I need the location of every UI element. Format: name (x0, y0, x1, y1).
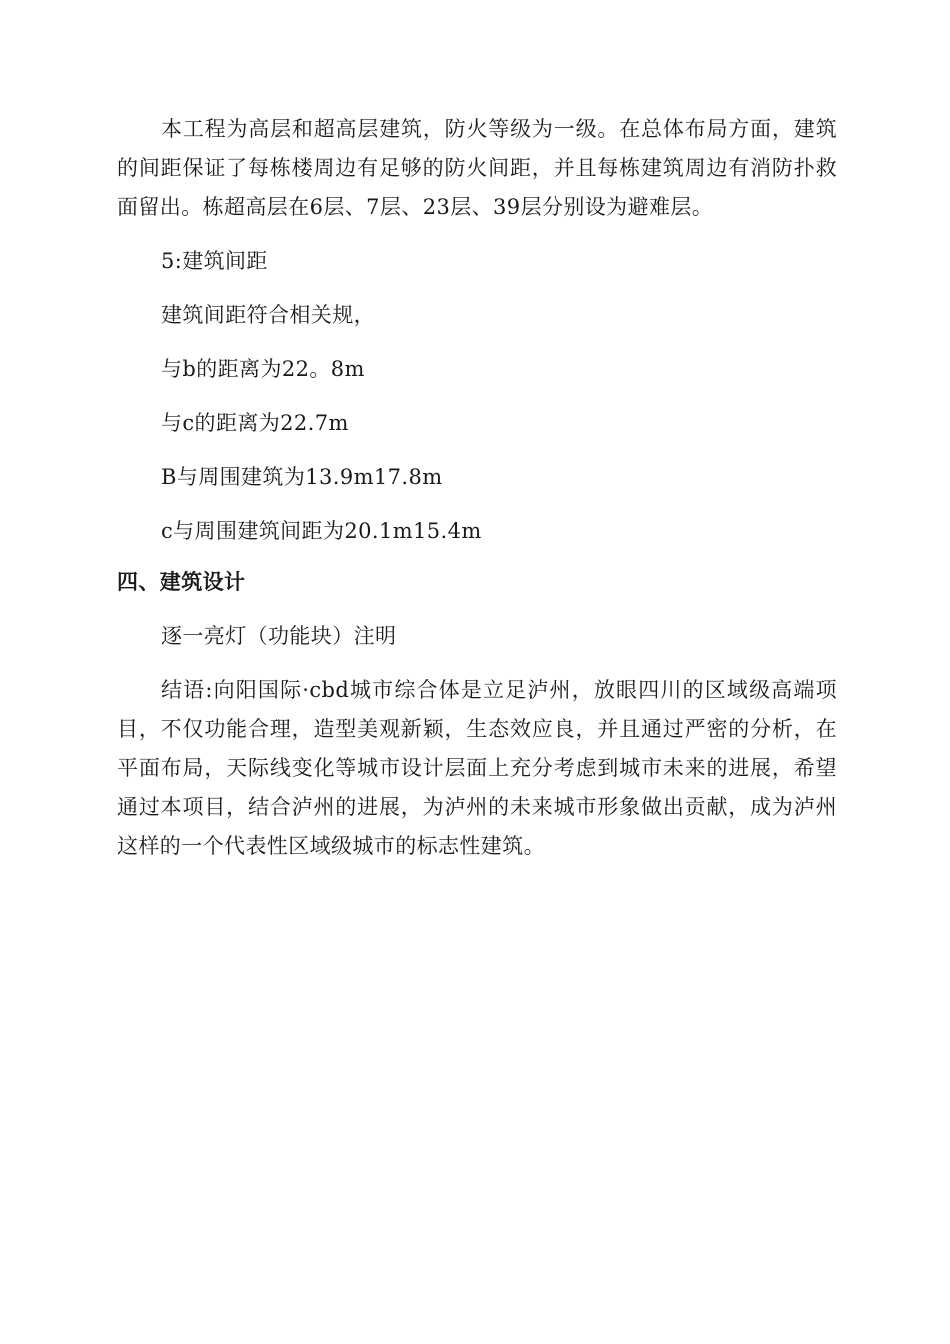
spacing-line-B-surroundings: B与周围建筑为13.9m17.8m (161, 465, 443, 489)
lighting-note: 逐一亮灯（功能块）注明 (161, 624, 397, 648)
section-5-title: 5:建筑间距 (161, 249, 268, 273)
document-body (117, 110, 837, 866)
fire-protection-paragraph: 本工程为高层和超高层建筑，防火等级为一级。在总体布局方面，建筑的间距保证了每栋楼周边有足够的防火间距，并且每栋建筑周边有消防扑救面留出。栋超高层在6层、7层、23层、39层分别设为避难层。 (117, 117, 837, 219)
section-4-heading: 四、建筑设计 (117, 570, 246, 594)
conclusion-paragraph: 结语:向阳国际·cbd城市综合体是立足泸州，放眼四川的区域级高端项目，不仅功能合理，造型美观新颖，生态效应良，并且通过严密的分析，在平面布局，天际线变化等城市设计层面上充分考虑到城市未来的进展，希望通过本项目，结合泸州的进展，为泸州的未来城市形象做出贡献，成为泸州这样的一个代表性区域级城市的标志性建筑。 (117, 678, 837, 858)
spacing-line-intro: 建筑间距符合相关规， (161, 303, 375, 327)
spacing-line-c-surroundings: c与周围建筑间距为20.1m15.4m (161, 519, 482, 543)
spacing-line-c: 与c的距离为22.7m (161, 411, 349, 435)
spacing-line-b: 与b的距离为22。8m (161, 357, 365, 381)
